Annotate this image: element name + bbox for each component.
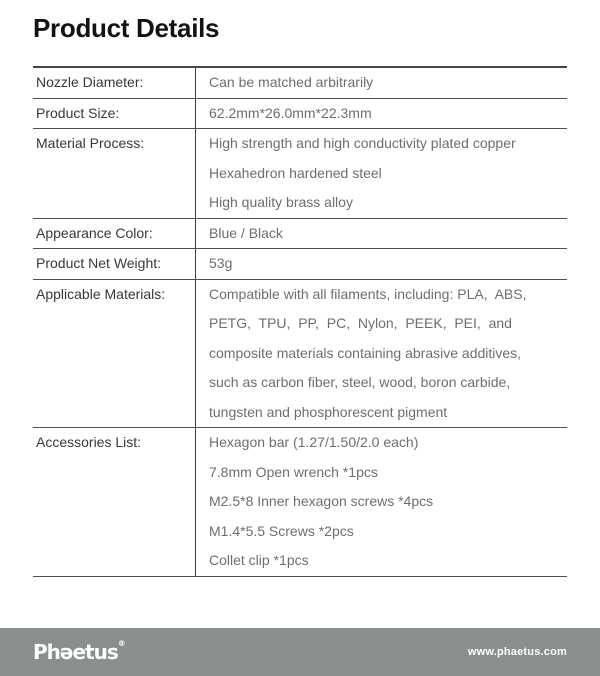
spec-value-cell	[195, 428, 567, 576]
spec-value-line: PETG, TPU, PP, PC, Nylon, PEEK, PEI, and	[209, 315, 512, 331]
registered-trademark-icon: ®	[117, 639, 126, 648]
spec-value-line: 7.8mm Open wrench *1pcs	[209, 463, 378, 480]
footer-website: www.phaetus.com	[467, 646, 567, 658]
spec-label-cell	[33, 428, 195, 576]
phaetus-logo-text: Phəetus	[33, 640, 118, 664]
spec-value-line: Compatible with all filaments, including: PLA, ABS,	[209, 285, 527, 302]
spec-value-line: composite materials containing abrasive additives,	[209, 344, 522, 361]
spec-value-line: Can be matched arbitrarily	[209, 74, 374, 90]
spec-label-cell	[33, 99, 195, 129]
spec-label-cell	[33, 219, 195, 249]
spec-value-line: 53g	[209, 255, 233, 271]
page-title: Product Details	[33, 13, 220, 43]
spec-value-line: High strength and high conductivity plated copper	[209, 135, 516, 151]
phaetus-logo	[33, 639, 126, 664]
spec-label-cell	[33, 249, 195, 279]
spec-row-appearance-color	[33, 219, 567, 250]
spec-value-line: such as carbon fiber, steel, wood, boron carbide,	[209, 374, 511, 390]
spec-value-cell	[195, 280, 567, 428]
spec-value-line: 62.2mm*26.0mm*22.3mm	[209, 104, 372, 121]
spec-value-line: Blue / Black	[209, 224, 283, 241]
spec-row-product-net-weight	[33, 249, 567, 280]
spec-value-line: Hexahedron hardened steel	[209, 164, 382, 181]
spec-value-line: High quality brass alloy	[209, 194, 353, 210]
spec-value-line: Collet clip *1pcs	[209, 552, 309, 568]
spec-label-cell	[33, 129, 195, 218]
footer-bar	[0, 628, 600, 676]
spec-label: Product Net Weight:	[36, 255, 162, 271]
spec-label: Nozzle Diameter:	[36, 74, 144, 90]
spec-label-cell	[33, 280, 195, 428]
spec-value-line: M1.4*5.5 Screws *2pcs	[209, 522, 354, 539]
spec-label: Applicable Materials:	[36, 285, 166, 302]
spec-label: Material Process:	[36, 135, 145, 151]
spec-value-line: Hexagon bar (1.27/1.50/2.0 each)	[209, 434, 419, 450]
spec-value-line: tungsten and phosphorescent pigment	[209, 403, 448, 420]
spec-row-nozzle-diameter	[33, 68, 567, 99]
spec-label: Product Size:	[36, 104, 120, 121]
spec-row-accessories-list	[33, 428, 567, 577]
spec-row-applicable-materials	[33, 280, 567, 429]
spec-value-cell	[195, 99, 567, 129]
spec-row-product-size	[33, 99, 567, 130]
spec-value-cell	[195, 129, 567, 218]
spec-label: Accessories List:	[36, 434, 142, 450]
spec-value-cell	[195, 219, 567, 249]
spec-value-cell	[195, 68, 567, 98]
spec-label-cell	[33, 68, 195, 98]
spec-row-material-process	[33, 129, 567, 219]
spec-value-line: M2.5*8 Inner hexagon screws *4pcs	[209, 493, 434, 509]
spec-table	[33, 66, 567, 577]
spec-label: Appearance Color:	[36, 224, 153, 241]
spec-value-cell	[195, 249, 567, 279]
